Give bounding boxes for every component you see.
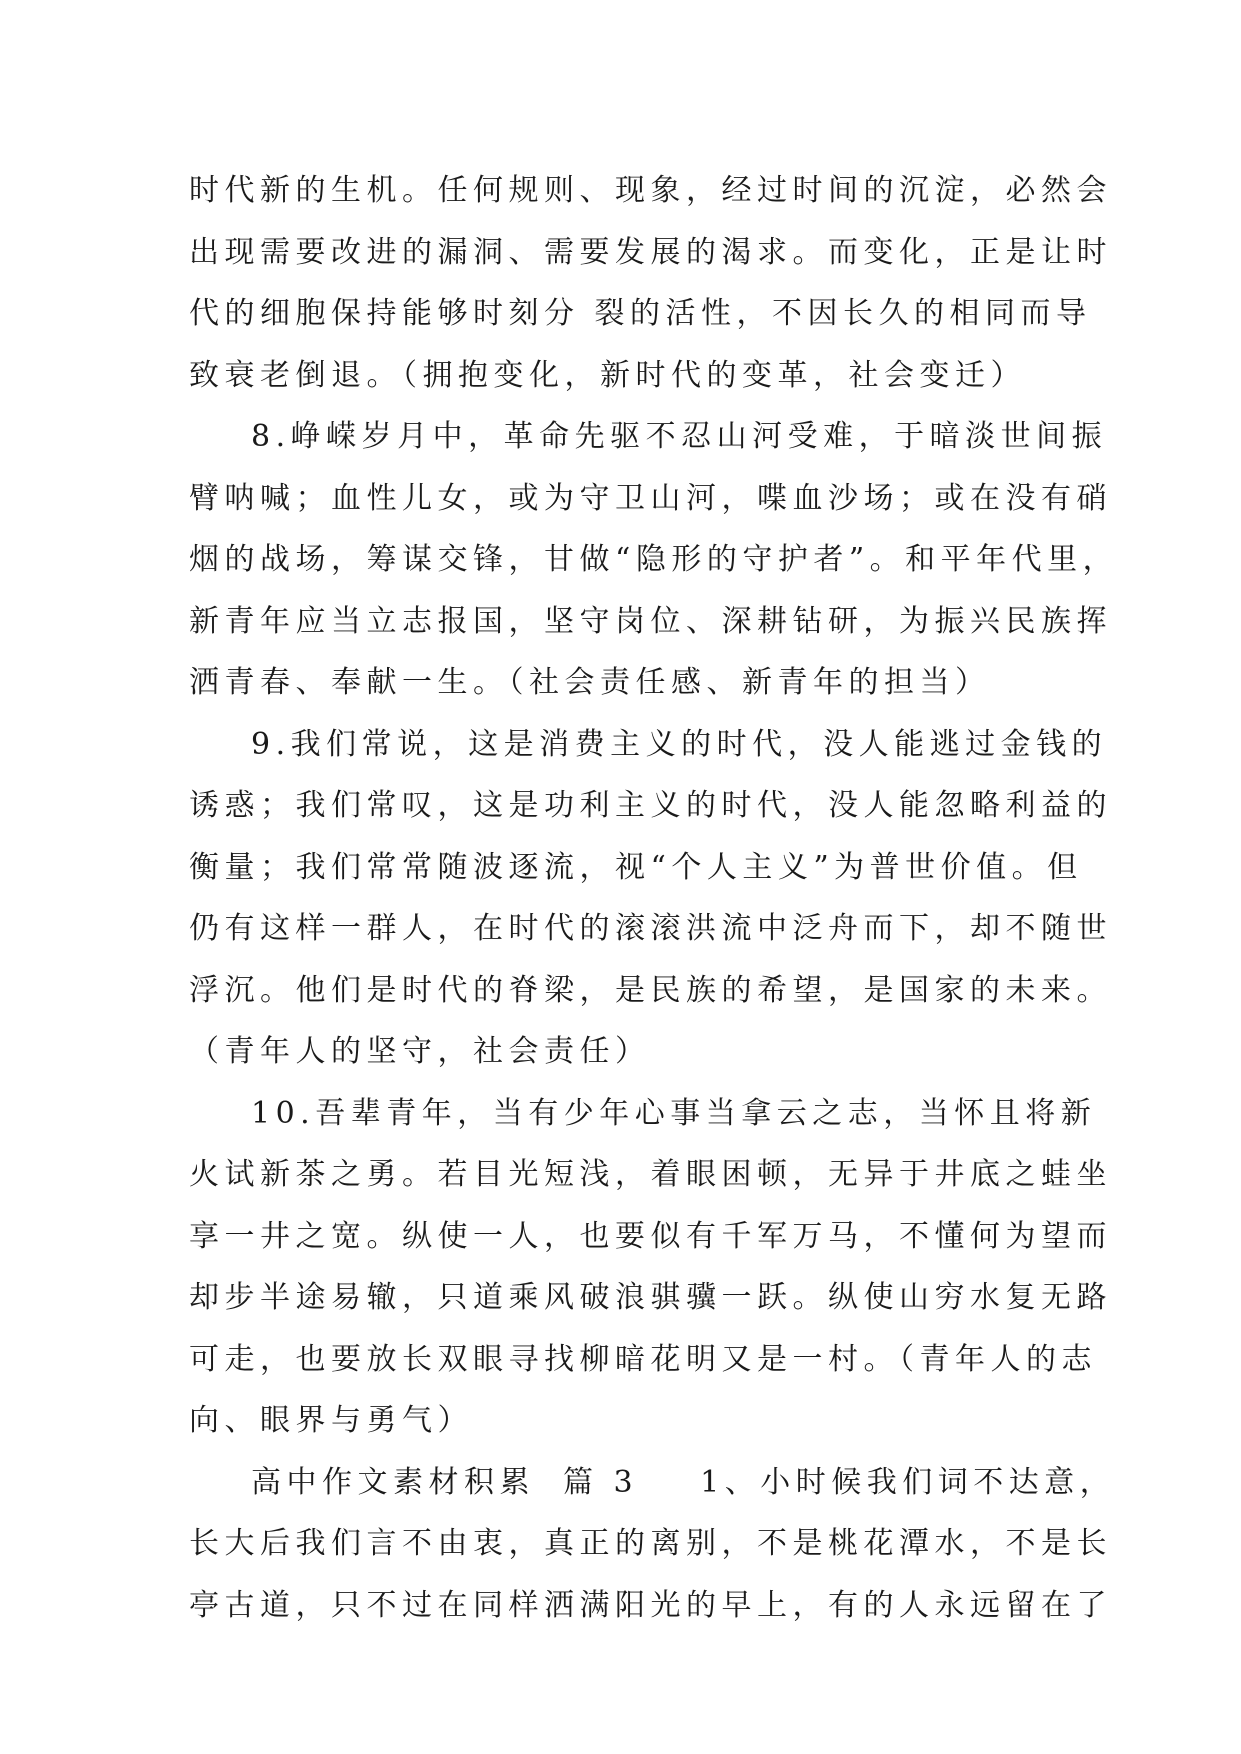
paragraph-line: 浮沉。他们是时代的脊梁，是民族的希望，是国家的未来。 [189,972,1112,1008]
paragraph-line: 新青年应当立志报国，坚守岗位、深耕钻研，为振兴民族挥 [189,603,1112,639]
paragraph-line: 亭古道，只不过在同样洒满阳光的早上，有的人永远留在了 [189,1587,1112,1623]
paragraph-line: 臂呐喊；血性儿女，或为守卫山河，喋血沙场；或在没有硝 [189,480,1112,516]
paragraph-line: 10.吾辈青年，当有少年心事当拿云之志，当怀且将新 [251,1095,1097,1131]
paragraph-line: 出现需要改进的漏洞、需要发展的渴求。而变化，正是让时 [189,234,1112,270]
paragraph-line: 向、眼界与勇气） [189,1403,473,1438]
paragraph-line: 8.峥嵘岁月中，革命先驱不忍山河受难，于暗淡世间振 [251,419,1108,454]
section-first-line: 1、小时候我们词不达意， [700,1464,1116,1500]
paragraph-line: 诱惑；我们常叹，这是功利主义的时代，没人能忽略利益的 [189,788,1112,823]
paragraph-line: 享一井之宽。纵使一人，也要似有千军万马，不懂何为望而 [189,1218,1112,1254]
paragraph-line: （青年人的坚守，社会责任） [189,1034,651,1069]
paragraph-line: 致衰老倒退。（拥抱变化，新时代的变革，社会变迁） [189,357,1026,393]
paragraph-line: 火试新茶之勇。若目光短浅，着眼困顿，无异于井底之蛙坐 [189,1157,1112,1192]
section-heading: 高中作文素材积累 [251,1464,535,1500]
paragraph-line: 9.我们常说，这是消费主义的时代，没人能逃过金钱的 [251,726,1108,762]
paragraph-line: 长大后我们言不由衷，真正的离别，不是桃花潭水，不是长 [189,1526,1112,1561]
section-heading-line [189,1452,1116,1514]
paragraph-line: 可走，也要放长双眼寻找柳暗花明又是一村。（青年人的志 [189,1341,1097,1377]
paragraph-line: 代的细胞保持能够时刻分 裂的活性，不因长久的相同而导 [189,296,1092,331]
paragraph-line: 却步半途易辙，只道乘风破浪骐骥一跃。纵使山穷水复无路 [189,1280,1112,1315]
section-number: 篇 3 [563,1464,639,1500]
paragraph-line: 烟的战场，筹谋交锋，甘做“隐形的守护者”。和平年代里， [189,542,1119,577]
document-body [189,160,1119,1636]
paragraph-line: 时代新的生机。任何规则、现象，经过时间的沉淀，必然会 [189,173,1112,208]
paragraph-line: 洒青春、奉献一生。（社会责任感、新青年的担当） [189,665,991,700]
paragraph-line: 衡量；我们常常随波逐流，视“个人主义”为普世价值。但 [189,849,1083,885]
paragraph-line: 仍有这样一群人，在时代的滚滚洪流中泛舟而下，却不随世 [189,911,1112,946]
